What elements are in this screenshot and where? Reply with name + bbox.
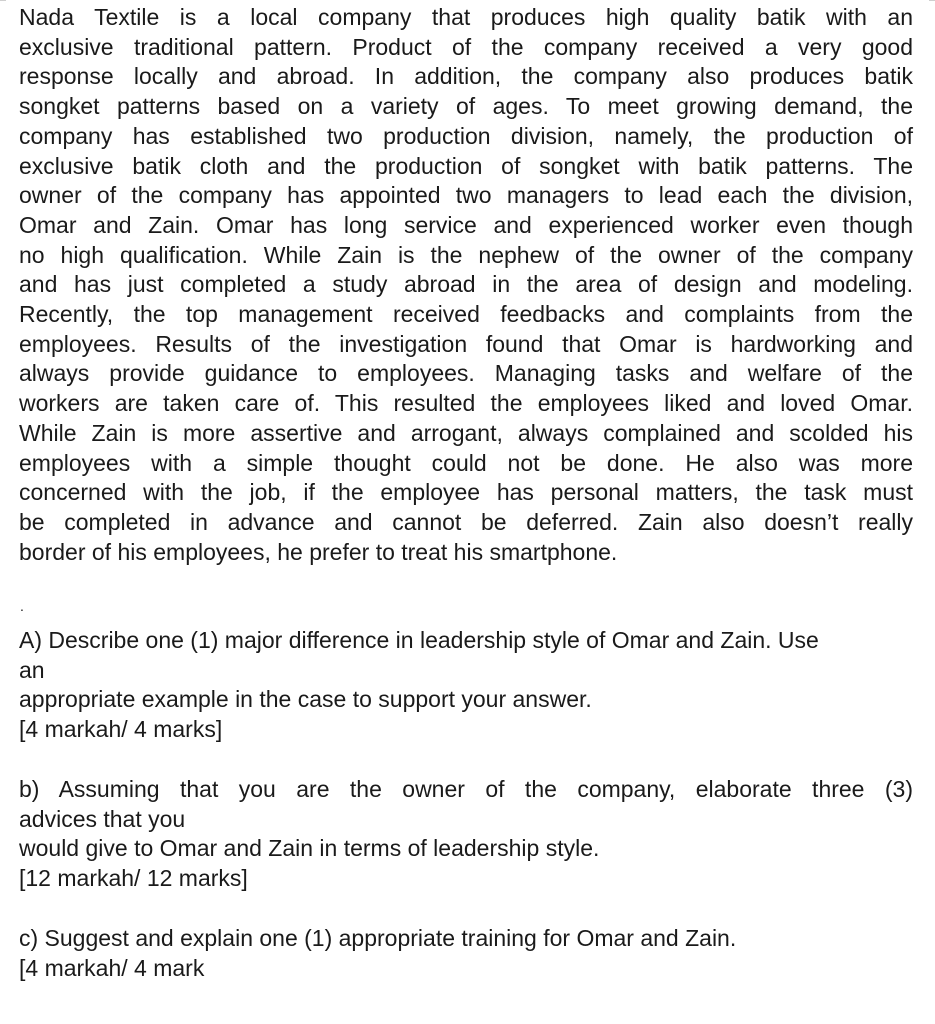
question-c-line-1: c) Suggest and explain one (1) appropriate training for Omar and Zain. [19,925,737,951]
case-line: employees with a simple thought could not be done. He also was more [19,449,913,476]
case-line: owner of the company has appointed two managers to lead each the division, [19,182,913,209]
question-a [19,626,913,745]
case-line: be completed in advance and cannot be deferred. Zain also doesn’t really [19,508,913,535]
question-b-line-2: advices that you [19,805,186,832]
case-line: concerned with the job, if the employee has personal matters, the task must [19,479,913,506]
case-line: border of his employees, he prefer to treat his smartphone. [19,538,618,565]
case-line: no high qualification. While Zain is the nephew of the owner of the company [19,241,913,268]
question-c [19,924,913,983]
case-line: always provide guidance to employees. Managing tasks and welfare of the [19,360,913,387]
case-line: response locally and abroad. In addition, the company also produces batik [19,63,913,90]
case-line: exclusive batik cloth and the production of songket with batik patterns. The [19,152,913,179]
question-a-line-1: A) Describe one (1) major difference in leadership style of Omar and Zain. Use [19,627,819,653]
case-line: songket patterns based on a variety of ages. To meet growing demand, the [19,93,913,120]
question-b-line-3: would give to Omar and Zain in terms of leadership style. [19,835,600,862]
case-line: exclusive traditional pattern. Product of the company received a very good [19,33,913,60]
question-a-line-2: an [19,656,45,683]
page-corner-mark-left [0,0,6,1]
case-line: Omar and Zain. Omar has long service and experienced worker even though [19,211,913,238]
case-line: workers are taken care of. This resulted the employees liked and loved Omar. [19,390,913,417]
case-line: company has established two production division, namely, the production of [19,122,913,149]
case-line: Nada Textile is a local company that produces high quality batik with an [19,4,913,30]
case-line: While Zain is more assertive and arrogant, always complained and scolded his [19,419,913,446]
case-study-paragraph [19,3,913,567]
page-corner-mark-right [929,0,935,1]
question-b-line-1: b) Assuming that you are the owner of the company, elaborate three (3) [19,776,913,802]
question-b-marks: [12 markah/ 12 marks] [19,865,248,892]
question-b [19,775,913,894]
separator-dot: . [20,598,24,614]
question-a-marks: [4 markah/ 4 marks] [19,716,223,743]
question-a-line-3: appropriate example in the case to support your answer. [19,686,592,713]
case-line: employees. Results of the investigation found that Omar is hardworking and [19,330,913,357]
case-line: and has just completed a study abroad in the area of design and modeling. [19,271,913,298]
case-line: Recently, the top management received feedbacks and complaints from the [19,301,913,328]
question-c-marks: [4 markah/ 4 mark [19,954,205,981]
